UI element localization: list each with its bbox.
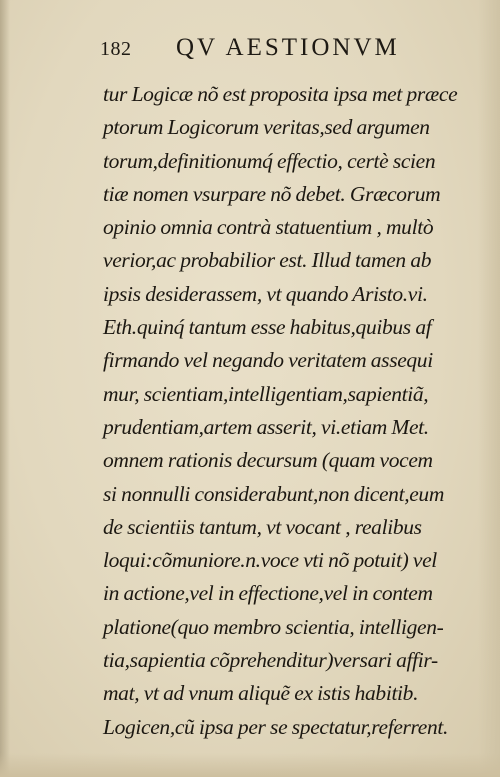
page-number: 182 — [100, 38, 132, 60]
running-head-title: QV AESTIONVM — [176, 34, 400, 61]
text-line: prudentiam,artem asserit, vi.etiam Met. — [103, 414, 429, 439]
text-line: loqui:cõmuniore.n.voce vti nõ potuit) vel — [103, 548, 437, 573]
text-line: opinio omnia contrà statuentium , multò — [103, 215, 434, 240]
text-line: torum,definitionumq́ effectio, certè scien — [103, 148, 436, 173]
text-line: mur, scientiam,intelligentiam,sapientiã, — [103, 381, 429, 406]
text-line: omnem rationis decursum (quam vocem — [103, 448, 433, 473]
text-line: ptorum Logicorum veritas,sed argumen — [103, 115, 430, 140]
text-line: Eth.quinq́ tantum esse habitus,quibus af — [103, 315, 432, 340]
body-text — [103, 78, 485, 744]
text-line: platione(quo membro scientia, intelligen- — [103, 614, 444, 639]
page-bottom-shadow — [0, 753, 500, 777]
text-line: tiæ nomen vsurpare nõ debet. Græcorum — [103, 181, 441, 206]
text-line: tia,sapientia cõprehenditur)versari affir- — [103, 648, 438, 673]
text-line: tur Logicæ nõ est proposita ipsa met præce — [103, 82, 458, 106]
running-head — [100, 34, 440, 64]
page-gutter-shadow — [0, 0, 10, 777]
text-line: ipsis desiderassem, vt quando Aristo.vi. — [103, 281, 428, 306]
text-line: de scientiis tantum, vt vocant , realibus — [103, 514, 422, 539]
text-line: firmando vel negando veritatem assequi — [103, 348, 433, 373]
text-line: verior,ac probabilior est. Illud tamen ab — [103, 248, 432, 273]
text-line: mat, vt ad vnum aliquẽ ex istis habitib. — [103, 681, 419, 706]
text-line: in actione,vel in effectione,vel in contem — [103, 581, 433, 606]
text-line: Logicen,cũ ipsa per se spectatur,referrent. — [103, 714, 449, 739]
text-line: si nonnulli considerabunt,non dicent,eum — [103, 481, 445, 506]
